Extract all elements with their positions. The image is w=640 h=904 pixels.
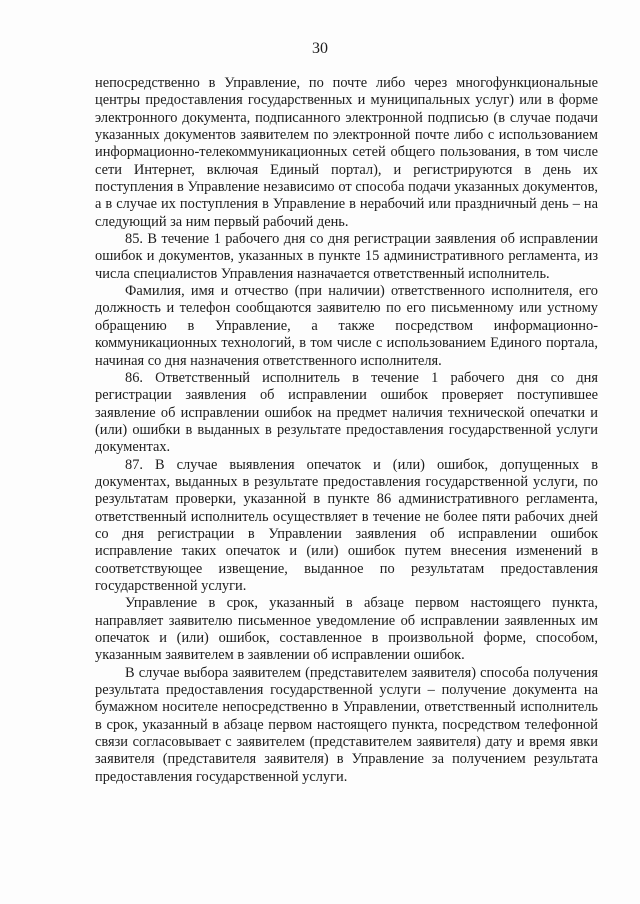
paragraph: непосредственно в Управление, по почте либо через многофункциональные центры предоставления государственных и муниципальных услуг) или в форме электронного документа, подписанного электронной подписью (в случае подачи указанных документов заявителем по электронной почте либо с использованием информационно-телекоммуникационных сетей общего пользования, в том числе сети Интернет, включая Единый портал), и регистрируются в день их поступления в Управление независимо от способа подачи указанных документов, а в случае их поступления в Управление в нерабочий или праздничный день – на следующий за ним первый рабочий день. <box>95 75 598 230</box>
document-body <box>95 75 598 786</box>
paragraph: 87. В случае выявления опечаток и (или) ошибок, допущенных в документах, выданных в результате предоставления государственной услуги, по результатам проверки, указанной в пункте 86 административного регламента, ответственный исполнитель осуществляет в течение не более пяти рабочих дней со дня регистрации в Управлении заявления об исправлении ошибок исправление таких опечаток и (или) ошибок путем внесения изменений в соответствующее извещение, выданное по результатам предоставления государственной услуги. <box>95 456 598 594</box>
paragraph: 85. В течение 1 рабочего дня со дня регистрации заявления об исправлении ошибок и документов, указанных в пункте 15 административного регламента, из числа специалистов Управления назначается ответственный исполнитель. <box>95 231 598 282</box>
paragraph: Фамилия, имя и отчество (при наличии) ответственного исполнителя, его должность и телефон сообщаются заявителю по его письменному или устному обращению в Управление, а также посредством информационно-коммуникационных технологий, в том числе с использованием Единого портала, начиная со дня назначения ответственного исполнителя. <box>95 283 598 369</box>
paragraph: В случае выбора заявителем (представителем заявителя) способа получения результата предоставления государственной услуги – получение документа на бумажном носителе непосредственно в Управлении, ответственный исполнитель в срок, указанный в абзаце первом настоящего пункта, посредством телефонной связи согласовывает с заявителем (представителем заявителя) дату и время явки заявителя (представителя заявителя) в Управление за получением результата предоставления государственной услуги. <box>95 664 598 785</box>
page-number: 30 <box>312 40 328 57</box>
paragraph: 86. Ответственный исполнитель в течение 1 рабочего дня со дня регистрации заявления об исправлении ошибок проверяет поступившее заявление об исправлении ошибок на предмет наличия технической опечатки и (или) ошибки в выданных в результате предоставления государственной услуги документах. <box>95 369 598 456</box>
paragraph: Управление в срок, указанный в абзаце первом настоящего пункта, направляет заявителю письменное уведомление об исправлении заявленных им опечаток и (или) ошибок, составленное в произвольной форме, способом, указанным заявителем в заявлении об исправлении ошибок. <box>95 595 598 664</box>
